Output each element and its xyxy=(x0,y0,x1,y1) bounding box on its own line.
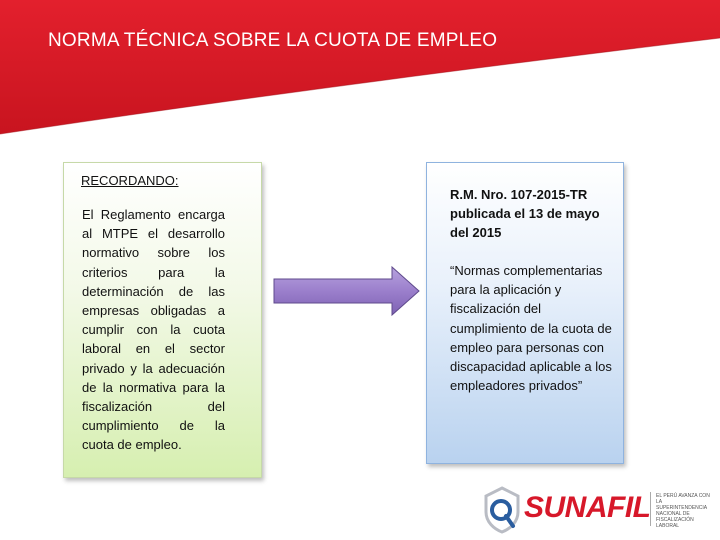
slide-title: NORMA TÉCNICA SOBRE LA CUOTA DE EMPLEO xyxy=(48,30,498,51)
sunafil-logo xyxy=(482,484,712,536)
resolucion-quote: “Normas complementarias para la aplicación y fiscalización del cumplimiento de la cuota de empleo para personas con discapacidad aplicable a los empleadores privados” xyxy=(450,263,612,394)
sunafil-tagline: EL PERÚ AVANZA CON LA SUPERINTENDENCIA NACIONAL DE FISCALIZACIÓN LABORAL xyxy=(656,493,710,529)
header-band xyxy=(0,0,720,140)
recordando-box xyxy=(63,162,262,478)
resolucion-reference: R.M. Nro. 107-2015-TR publicada el 13 de mayo del 2015 xyxy=(450,187,600,241)
recordando-text: El Reglamento encarga al MTPE el desarrollo normativo sobre los criterios para la determinación de las empresas obligadas a cumplir con la cuota laboral en el sector privado y la adecuación de la normativa para la fiscalización del cumplimiento de la cuota de empleo. xyxy=(82,207,225,453)
right-arrow-icon xyxy=(273,265,421,317)
recordando-heading: RECORDANDO: xyxy=(81,173,179,188)
sunafil-wordmark: SUNAFIL xyxy=(524,491,651,524)
logo-divider xyxy=(650,492,651,526)
resolucion-box xyxy=(426,162,624,464)
sunafil-shield-icon xyxy=(482,486,522,534)
